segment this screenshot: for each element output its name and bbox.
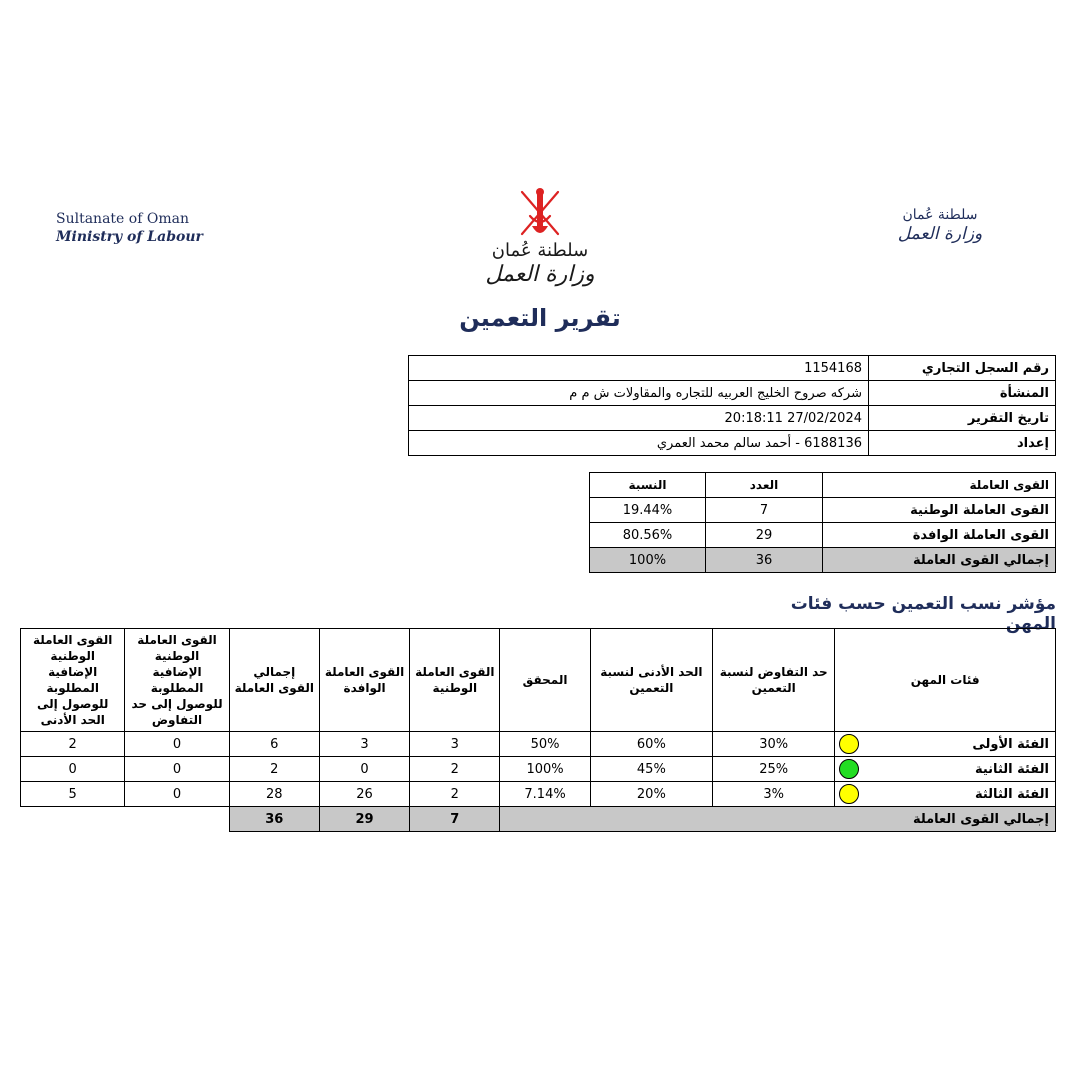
expat-cell: 3 bbox=[319, 732, 409, 757]
minimum-cell: 60% bbox=[590, 732, 712, 757]
en-ministry-name: Ministry of Labour bbox=[56, 229, 203, 245]
table-row bbox=[409, 406, 1056, 431]
table-row bbox=[409, 356, 1056, 381]
column-header: الحد الأدنى لنسبة التعمين bbox=[590, 629, 712, 732]
total-row bbox=[590, 548, 1056, 573]
achieved-cell: 100% bbox=[500, 757, 590, 782]
expat-cell: 0 bbox=[319, 757, 409, 782]
negotiation-cell: 3% bbox=[713, 782, 835, 807]
count-cell: 29 bbox=[706, 523, 823, 548]
status-circle-icon bbox=[839, 784, 859, 804]
english-logo-text bbox=[56, 210, 203, 246]
info-label: رقم السجل التجاري bbox=[869, 356, 1056, 381]
occupation-categories-table bbox=[20, 628, 1056, 832]
total-expat: 29 bbox=[319, 807, 409, 832]
minimum-cell: 20% bbox=[590, 782, 712, 807]
ar-ministry-name-right: وزارة العمل bbox=[897, 224, 983, 244]
ar-ministry-name-center: وزارة العمل bbox=[485, 262, 595, 287]
total-cell: 6 bbox=[229, 732, 319, 757]
column-header: القوى العاملة الوافدة bbox=[319, 629, 409, 732]
achieved-cell: 50% bbox=[500, 732, 590, 757]
column-header: المحقق bbox=[500, 629, 590, 732]
info-value: 1154168 bbox=[409, 356, 869, 381]
occupation-section-title: مؤشر نسب التعمين حسب فئات المهن bbox=[790, 594, 1056, 634]
total-row bbox=[21, 807, 1056, 832]
arabic-logo-center bbox=[470, 240, 610, 288]
negotiation-cell: 30% bbox=[713, 732, 835, 757]
table-row bbox=[590, 498, 1056, 523]
table-row bbox=[409, 431, 1056, 456]
category-cell bbox=[835, 757, 1056, 782]
percent-cell: 19.44% bbox=[590, 498, 706, 523]
info-label: المنشأة bbox=[869, 381, 1056, 406]
column-header: حد التفاوض لنسبة التعمين bbox=[713, 629, 835, 732]
report-title: تقرير التعمين bbox=[459, 304, 621, 332]
table-header-row bbox=[21, 629, 1056, 732]
column-header: القوى العاملة الوطنية bbox=[410, 629, 500, 732]
empty-cell bbox=[21, 807, 125, 832]
table-row bbox=[21, 732, 1056, 757]
info-label: تاريخ التقرير bbox=[869, 406, 1056, 431]
workforce-summary-table bbox=[589, 472, 1056, 573]
column-header: العدد bbox=[706, 473, 823, 498]
table-row bbox=[409, 381, 1056, 406]
column-header: إجمالي القوى العاملة bbox=[229, 629, 319, 732]
table-row bbox=[21, 757, 1056, 782]
percent-cell: 80.56% bbox=[590, 523, 706, 548]
oman-emblem-icon bbox=[510, 184, 570, 244]
category-label: الفئة الثالثة bbox=[974, 786, 1049, 802]
row-label: القوى العاملة الوطنية bbox=[823, 498, 1056, 523]
en-country-name: Sultanate of Oman bbox=[56, 211, 189, 227]
empty-cell bbox=[125, 807, 229, 832]
establishment-info-table bbox=[408, 355, 1056, 456]
column-header: فئات المهن bbox=[835, 629, 1056, 732]
total-workforce: 36 bbox=[229, 807, 319, 832]
category-cell bbox=[835, 732, 1056, 757]
national-cell: 3 bbox=[410, 732, 500, 757]
ar-country-name-center: سلطنة عُمان bbox=[491, 240, 589, 261]
additional-negotiation-cell: 0 bbox=[125, 732, 229, 757]
column-header: القوى العاملة bbox=[823, 473, 1056, 498]
status-circle-icon bbox=[839, 759, 859, 779]
info-value: 6188136 - أحمد سالم محمد العمري bbox=[409, 431, 869, 456]
info-value: 27/02/2024 20:18:11 bbox=[409, 406, 869, 431]
expat-cell: 26 bbox=[319, 782, 409, 807]
ar-country-name-right: سلطنة عُمان bbox=[902, 207, 978, 223]
total-count: 36 bbox=[706, 548, 823, 573]
total-label: إجمالي القوى العاملة bbox=[500, 807, 1056, 832]
count-cell: 7 bbox=[706, 498, 823, 523]
category-cell bbox=[835, 782, 1056, 807]
negotiation-cell: 25% bbox=[713, 757, 835, 782]
category-label: الفئة الأولى bbox=[972, 736, 1049, 752]
category-label: الفئة الثانية bbox=[974, 761, 1049, 777]
minimum-cell: 45% bbox=[590, 757, 712, 782]
additional-minimum-cell: 5 bbox=[21, 782, 125, 807]
row-label: القوى العاملة الوافدة bbox=[823, 523, 1056, 548]
table-header-row bbox=[590, 473, 1056, 498]
additional-negotiation-cell: 0 bbox=[125, 782, 229, 807]
national-cell: 2 bbox=[410, 757, 500, 782]
total-percent: 100% bbox=[590, 548, 706, 573]
column-header: القوى العاملة الوطنية الإضافية المطلوبة للوصول إلى الحد الأدنى bbox=[21, 629, 125, 732]
total-cell: 2 bbox=[229, 757, 319, 782]
total-cell: 28 bbox=[229, 782, 319, 807]
total-national: 7 bbox=[410, 807, 500, 832]
info-value: شركه صروح الخليج العربيه للتجاره والمقاولات ش م م bbox=[409, 381, 869, 406]
arabic-logo-right bbox=[880, 206, 1000, 244]
additional-minimum-cell: 2 bbox=[21, 732, 125, 757]
table-row bbox=[590, 523, 1056, 548]
additional-minimum-cell: 0 bbox=[21, 757, 125, 782]
column-header: القوى العاملة الوطنية الإضافية المطلوبة للوصول إلى حد التفاوض bbox=[125, 629, 229, 732]
table-row bbox=[21, 782, 1056, 807]
national-cell: 2 bbox=[410, 782, 500, 807]
column-header: النسبة bbox=[590, 473, 706, 498]
achieved-cell: 7.14% bbox=[500, 782, 590, 807]
info-label: إعداد bbox=[869, 431, 1056, 456]
additional-negotiation-cell: 0 bbox=[125, 757, 229, 782]
status-circle-icon bbox=[839, 734, 859, 754]
total-label: إجمالي القوى العاملة bbox=[823, 548, 1056, 573]
